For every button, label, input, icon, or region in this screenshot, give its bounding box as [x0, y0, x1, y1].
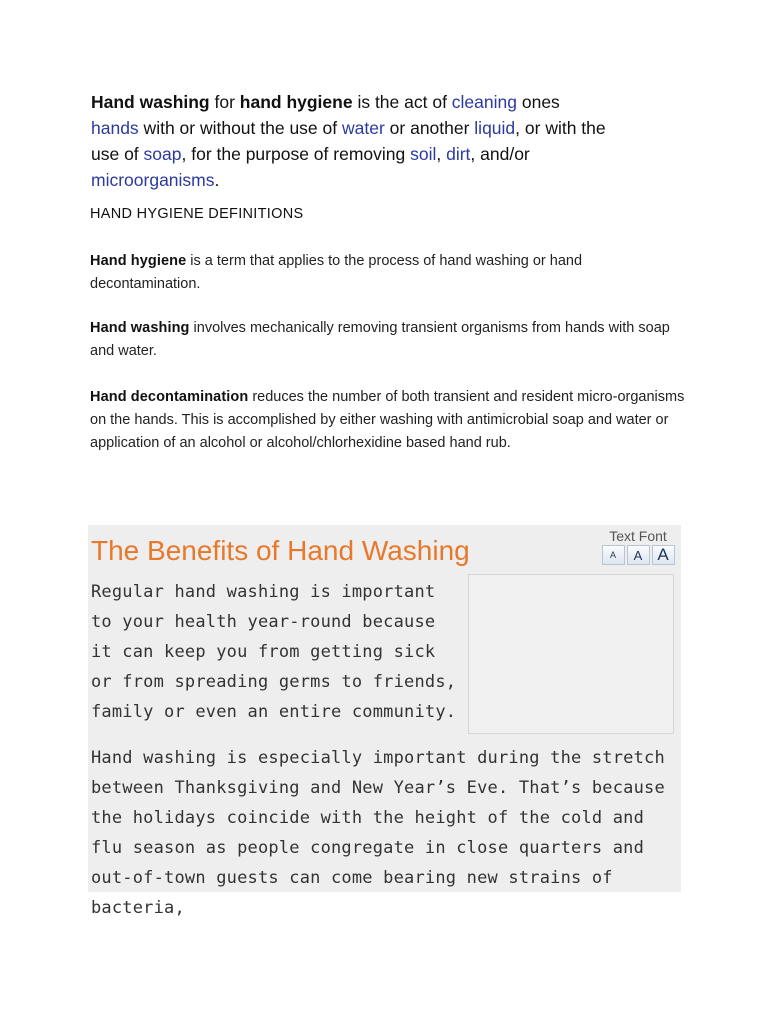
- definition-text: involves mechanically removing transient organisms from hands with soap and water.: [90, 320, 670, 359]
- article-title: The Benefits of Hand Washing: [91, 535, 470, 566]
- intro-text: ones: [517, 92, 560, 112]
- intro-text: , and/or: [470, 144, 530, 164]
- intro-text: ,: [436, 144, 447, 164]
- definition-text: reduces the number of both transient and resident micro-organisms on the hands. This is accomplished by either washing with antimicrobial soap and water or application of an alcohol or alcohol/chlorhexidine based hand rub.: [90, 389, 685, 451]
- definition-hand-hygiene: [90, 250, 690, 296]
- intro-text: .: [214, 170, 220, 190]
- text-font-control: [598, 528, 678, 565]
- link-cleaning[interactable]: cleaning: [451, 92, 517, 112]
- font-size-buttons: [598, 545, 678, 565]
- link-water[interactable]: water: [342, 118, 385, 138]
- link-microorganisms[interactable]: microorganisms: [91, 170, 215, 190]
- intro-term-hand-washing: Hand washing: [91, 92, 210, 112]
- definition-hand-washing: [90, 317, 690, 363]
- link-soil[interactable]: soil: [410, 144, 437, 164]
- link-liquid[interactable]: liquid: [474, 118, 516, 138]
- font-medium-button[interactable]: A: [627, 545, 650, 565]
- definition-term: Hand decontamination: [90, 389, 249, 405]
- definition-hand-decontamination: [90, 386, 690, 455]
- definition-text: is a term that applies to the process of hand washing or hand decontamination.: [90, 253, 583, 292]
- text-font-label: Text Font: [609, 528, 667, 544]
- intro-text: , for the purpose of removing: [181, 144, 411, 164]
- image-placeholder: [468, 574, 674, 734]
- intro-text: with or without the use of: [138, 118, 342, 138]
- font-small-button[interactable]: A: [602, 545, 625, 565]
- link-dirt[interactable]: dirt: [446, 144, 471, 164]
- definitions-heading: HAND HYGIENE DEFINITIONS: [90, 206, 304, 222]
- intro-text: is the act of: [352, 92, 452, 112]
- intro-text: , or with the use of: [91, 118, 606, 164]
- definition-term: Hand hygiene: [90, 253, 187, 269]
- article-paragraph-2: Hand washing is especially important during the stretch between Thanksgiving and New Year’s Eve. That’s because the holidays coincide with the height of the cold and flu season as people congregate in close quarters and out-of-town guests can come bearing new strains of bacteria,: [91, 748, 665, 918]
- link-hands[interactable]: hands: [91, 118, 139, 138]
- intro-paragraph: [91, 89, 611, 193]
- intro-term-hand-hygiene: hand hygiene: [239, 92, 353, 112]
- intro-text: or another: [384, 118, 475, 138]
- intro-text: for: [209, 92, 240, 112]
- article-panel: [88, 525, 681, 918]
- font-large-button[interactable]: A: [652, 545, 675, 565]
- definition-term: Hand washing: [90, 320, 190, 336]
- link-soap[interactable]: soap: [143, 144, 182, 164]
- article-paragraph-1: Regular hand washing is important to your health year-round because it can keep you from getting sick or from spreading germs to friends, family or even an entire community.: [91, 582, 457, 722]
